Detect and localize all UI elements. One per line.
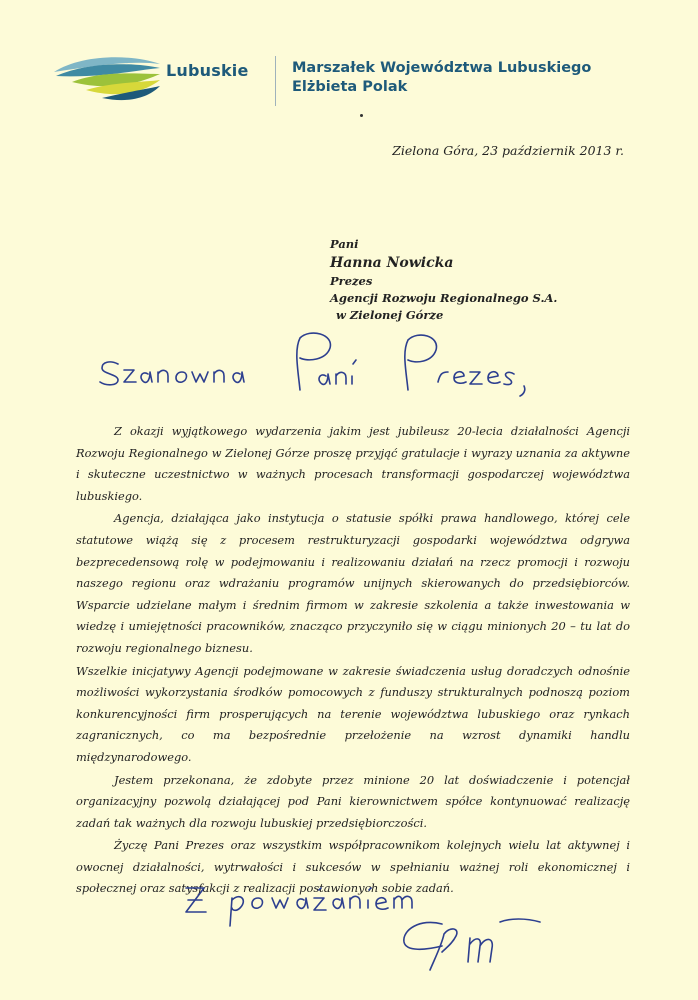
paragraph-1: Z okazji wyjątkowego wydarzenia jakim jest jubileusz 20-lecia działalności Agencji Rozwoju Regionalnego w Zielonej Górze proszę przyjąć gratulacje i wyrazy uznania za aktywne i skuteczne uczestnictwo w ważnych procesach transformacji gospodarczej województwa lubuskiego.	[76, 424, 630, 503]
header-dot	[360, 114, 363, 117]
paragraph-2: Agencja, działająca jako instytucja o statusie spółki prawa handlowego, której cele statutowe wiążą się z procesem restrukturyzacji gospodarki województwa odgrywa bezprecedensową rolę w podejmowaniu i realizowaniu działań na rzecz promocji i rozwoju naszego regionu oraz wdrażaniu programów unijnych skierowanych do przedsiębiorców. Wsparcie udzielane małym i średnim firmom w zakresie szkolenia a także inwestowania w wiedzę i umiejętności pracowników, znacząco przyczyniło się w ciągu minionych 20 – tu lat do rozwoju regionalnego biznesu.	[76, 511, 630, 655]
paragraph-3: Wszelkie inicjatywy Agencji podejmowane w zakresie świadczenia usług doradczych odnośnie możliwości wykorzystania środków pomocowych z funduszy strukturalnych podnoszą poziom konkurencyjności firm prosperujących na terenie województwa lubuskiego oraz rynkach zagranicznych, co ma bezpośrednie przełożenie na wzrost dynamiki handlu międzynarodowego.	[76, 663, 630, 764]
letter-body	[76, 421, 630, 901]
addressee-org: Agencji Rozwoju Regionalnego S.A.	[330, 291, 558, 305]
addressee-city: w Zielonej Górze	[336, 308, 444, 322]
paragraph-5: Życzę Pani Prezes oraz wszystkim współpracownikom kolejnych wielu lat aktywnej i owocnej działalności, wytrwałości i sukcesów w spełnianiu ważnej roli ekonomicznej i społecznej oraz satysfakcji z realizacji postawionych sobie zadań.	[76, 838, 630, 896]
addressee-name: Hanna Nowicka	[330, 255, 454, 271]
handwritten-closing-and-signature	[180, 878, 560, 978]
addressee-salute: Pani	[330, 237, 359, 251]
letter-date: Zielona Góra, 23 październik 2013 r.	[392, 143, 624, 158]
handwritten-salutation	[88, 320, 568, 400]
paragraph-4: Jestem przekonana, że zdobyte przez minione 20 lat doświadczenie i potencjał organizacyjny pozwolą działającej pod Pani kierownictwem spółce kontynuować realizację zadań tak ważnych dla rozwoju lubuskiej przedsiębiorczości.	[76, 772, 630, 830]
addressee-title: Prezes	[330, 274, 373, 288]
header-divider	[275, 56, 276, 106]
office-line-1: Marszałek Województwa Lubuskiego	[292, 60, 592, 76]
office-line-2: Elżbieta Polak	[292, 79, 408, 95]
office-title	[292, 59, 591, 97]
lubuskie-logo-icon	[52, 52, 162, 112]
brand-name: Lubuskie	[166, 61, 249, 80]
addressee-block	[330, 236, 557, 324]
